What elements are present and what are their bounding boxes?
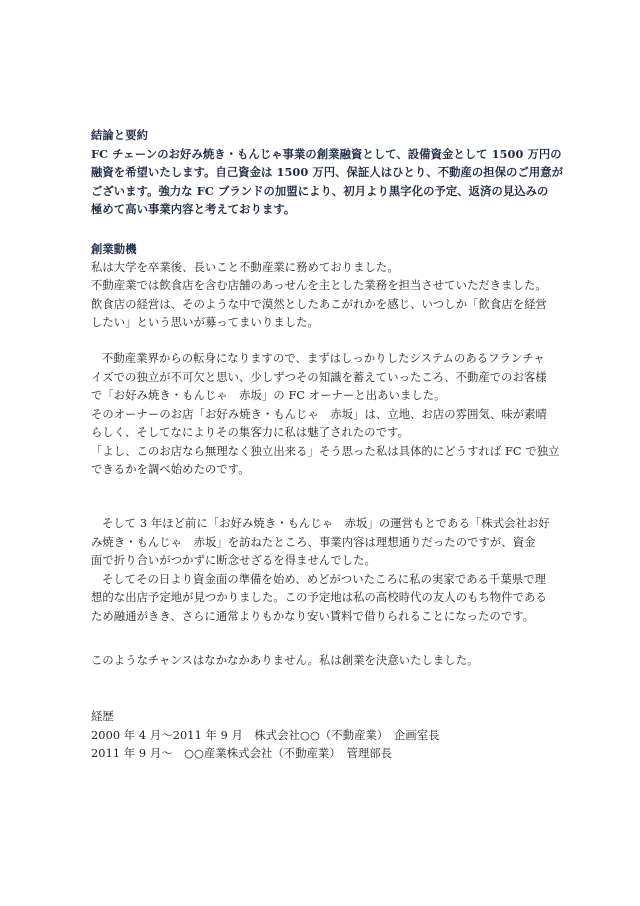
paragraph-line: そのオーナーのお店「お好み焼き・もんじゃ 赤坂」は、立地、お店の雰囲気、味が素晴 [91, 407, 547, 421]
motivation-paragraph-2 [91, 350, 560, 480]
paragraph-line: そしてその日より資金面の準備を始め、めどがついたころに私の実家である千葉県で理 [102, 572, 547, 586]
summary-line: 融資を希望いたします。自己資金は 1500 万円、保証人はひとり、不動産の担保のご用意が [91, 165, 564, 179]
motivation-paragraph-3 [91, 515, 553, 626]
motivation-line: 私は大学を卒業後、長いこと不動産業に務めておりました。 [91, 260, 399, 274]
summary-line: ございます。強力な FC ブランドの加盟により、初月より黒字化の予定、返済の見込みの [91, 183, 549, 198]
paragraph-line: 不動産業界からの転身になりますので、まずはしっかりしたシステムのあるフランチャ [102, 352, 545, 365]
career-entry: 2011 年 9 月〜 ○○産業株式会社（不動産業） 管理部長 [91, 747, 393, 760]
paragraph-line: ため融通がきき、さらに通常よりもかなり安い賃料で借りられることになったのです。 [91, 609, 535, 623]
paragraph-line: できるかを調べ始めたのです。 [91, 463, 250, 476]
summary-line: 極めて高い事業内容と考えております。 [91, 202, 296, 216]
career-entry: 2000 年 4 月〜2011 年 9 月 株式会社○○（不動産業） 企画室長 [91, 728, 440, 742]
paragraph-line: 「よし、このお店なら無理なく独立出来る」そう思った私は具体的にどうすれば FC で独立 [91, 444, 560, 458]
paragraph-line: で「お好み焼き・もんじゃ 赤坂」の FC オーナーと出あいました。 [91, 389, 446, 402]
summary-line: FC チェーンのお好み焼き・もんじゃ事業の創業融資として、設備資金として 1500 万円の [91, 146, 562, 161]
paragraph-line: そして 3 年ほど前に「お好み焼き・もんじゃ 赤坂」の運営もとである「株式会社お好 [102, 517, 550, 530]
summary-section [91, 126, 564, 219]
summary-heading: 結論と要約 [91, 128, 148, 142]
paragraph-line: 面で折り合いがつかずに断念せざるを得ませんでした。 [91, 554, 376, 567]
paragraph-line: イズでの独立が不可欠と思い、少しずつその知識を蓄えていったころ、不動産でのお客様 [91, 370, 547, 384]
motivation-paragraph-4 [91, 652, 553, 671]
motivation-line: 不動産業では飲食店を含む店舗のあっせんを主とした業務を担当させていただきました。 [91, 279, 547, 292]
career-section [91, 708, 553, 764]
career-heading: 経歴 [91, 710, 114, 723]
paragraph-line: み焼き・もんじゃ 赤坂」を訪ねたところ、事業内容は理想通りだったのですが、資金 [91, 535, 536, 549]
motivation-heading: 創業動機 [91, 242, 137, 256]
motivation-line: したい」という思いが募ってまいりました。 [91, 316, 319, 329]
paragraph-line: 想的な出店予定地が見つかりました。この予定地は私の高校時代の友人のもち物件である [91, 591, 547, 604]
motivation-line: 飲食店の経営は、そのような中で漠然としたあこがれかを感じ、いつしか「飲食店を経営 [91, 297, 547, 311]
paragraph-line: らしく、そしてなによりその集客力に私は魅了されたのです。 [91, 426, 409, 439]
motivation-section [91, 240, 553, 333]
paragraph-line: このようなチャンスはなかなかありません。私は創業を決意いたしました。 [91, 654, 479, 667]
